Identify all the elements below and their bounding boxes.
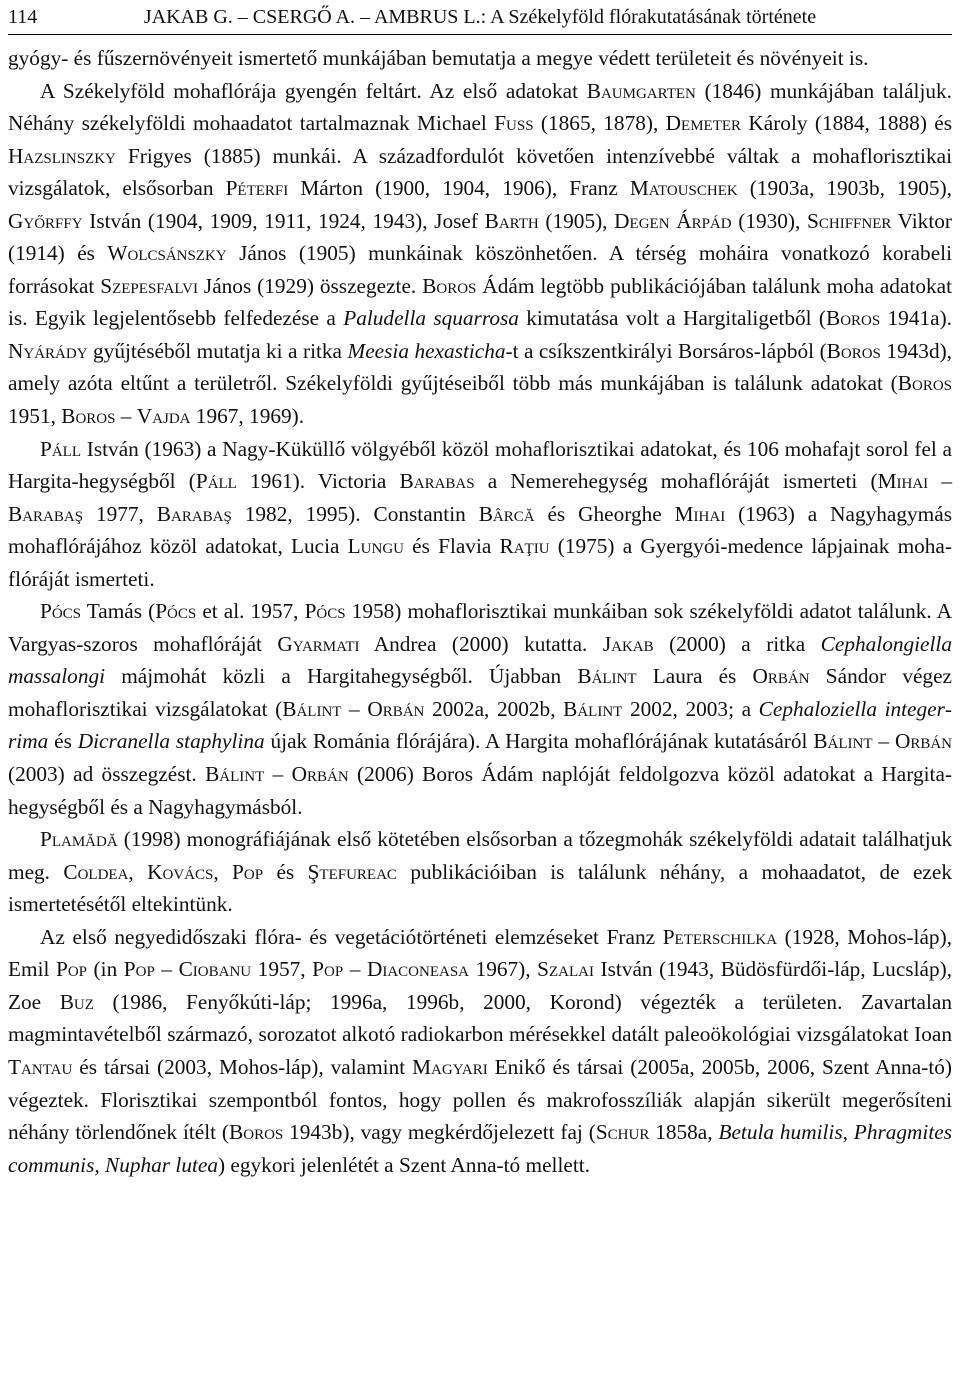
author-name: Hazslinszky <box>8 143 116 168</box>
text-run: István (1943, Büdösfürdői-láp, Lucsláp), Zoe <box>8 957 953 1014</box>
text-run: (1865, 1878), <box>533 111 666 136</box>
text-run: (1846) munkájában találjuk. Néhány székelyföldi mohaadatot tartalmaznak Michael <box>8 78 952 136</box>
text-run: , <box>128 859 148 884</box>
page-number: 114 <box>8 6 38 28</box>
text-run: , <box>213 859 233 884</box>
author-name: Schur <box>595 1120 650 1145</box>
text-run: gyógy- és fűszernövényeit ismertető munkájában bemutatja a megye védett területeit és növényeit is. <box>8 46 869 70</box>
author-name: Matouschek <box>629 176 738 201</box>
text-run: János (1929) összegezte. <box>197 273 423 298</box>
text-run: (1903a, 1903b, 1905), <box>737 176 953 201</box>
text-run: (1998) monográfiájának első kötetében elsősorban a tőzegmohák székelyföldi adatait találhatjuk meg. <box>8 827 952 884</box>
text-run: és <box>48 729 78 754</box>
author-name: Jakab <box>602 631 654 656</box>
paragraph <box>8 75 952 433</box>
text-run: (2006) Boros Ádám naplóját feldolgozva közöl adatokat a Hargita-hegységből és a Nagyhagymásból. <box>8 762 952 819</box>
taxon-name: Cephalongiella massalongi <box>8 631 952 689</box>
text-run: kimutatása volt a Hargitaligetből ( <box>518 306 826 331</box>
text-run: 1967, 1969). <box>190 404 305 429</box>
text-run: és társai (2003, Mohos-láp), valamint <box>72 1054 413 1079</box>
author-name: Barth <box>484 208 539 233</box>
author-name: Degen Árpád <box>614 208 732 233</box>
text-run: 1961). Victoria <box>236 469 400 494</box>
author-name: Ştefureac <box>307 859 397 884</box>
author-name: Boros <box>422 273 477 298</box>
taxon-name: Paludella squarrosa <box>343 306 519 331</box>
text-run: 1982, 1995). Constantin <box>231 501 479 526</box>
author-name: Pócs <box>40 599 82 624</box>
author-name: Barabaş <box>8 501 84 526</box>
author-name: Mihai <box>877 469 929 494</box>
author-name: Magyari <box>412 1054 488 1079</box>
paragraph <box>8 42 952 75</box>
text-run: Az első negyedidőszaki flóra- és vegetációtörténeti elemzéseket Franz <box>40 924 663 949</box>
text-run: Márton (1900, 1904, 1906), Franz <box>288 176 630 201</box>
text-run: A Székelyföld mohaflórája gyengén feltárt. Az első adatokat <box>40 78 587 103</box>
author-name: Szalai <box>537 957 594 982</box>
text-run: 1977, <box>83 501 157 526</box>
text-run: gyűjtéséből mutatja ki a ritka <box>87 338 348 363</box>
text-run: János (1905) munkáinak köszönhetően. A térség moháira vonatkozó korabeli forrásokat <box>8 241 952 298</box>
text-run: májmohát közli a Hargitahegységből. Újabban <box>105 664 578 689</box>
author-name: Orbán <box>367 696 425 721</box>
author-name: Coldea <box>63 859 129 884</box>
text-run: – <box>872 729 895 754</box>
author-name: Barabas <box>399 469 475 494</box>
text-run: (2003) ad összegzést. <box>8 762 206 787</box>
author-name: Barabaş <box>156 501 232 526</box>
text-run: Andrea (2000) kutatta. <box>359 631 603 656</box>
author-name: Orbán <box>752 664 810 689</box>
author-name: Boros <box>826 306 881 331</box>
text-run: a Nemerehegység mohaflóráját ismerteti ( <box>474 469 878 494</box>
author-name: Diaconeasa <box>366 957 470 982</box>
author-name: Demeter <box>665 111 742 136</box>
author-name: Pop <box>123 957 155 982</box>
author-name: Boros <box>897 371 952 396</box>
author-name: Bârcă <box>478 501 535 526</box>
text-run: újak Románia flórájára). A Hargita mohaflórájának kutatásáról <box>264 729 814 754</box>
text-run: – <box>264 762 292 787</box>
author-name: Pop <box>55 957 87 982</box>
text-run: 1958) mohaflorisztikai munkáiban sok székelyföldi adatot találunk. A Vargyas-szoros mohaflóráját <box>8 599 952 656</box>
author-name: Bálint <box>563 696 623 721</box>
author-name: Boros <box>229 1120 284 1145</box>
author-name: Szepesfalvi <box>100 273 198 298</box>
taxon-name: Dicranella staphylina <box>77 729 265 754</box>
author-name: Baumgarten <box>586 78 696 103</box>
paragraph <box>8 595 952 823</box>
running-title: JAKAB G. – CSERGŐ A. – AMBRUS L.: A Székelyföld flórakutatásának története <box>143 6 817 28</box>
text-run: Sándor végez mohaflorisztikai vizsgálatokat ( <box>8 664 952 721</box>
paragraph <box>8 921 952 1181</box>
author-name: Bálint <box>282 696 342 721</box>
author-name: Peterschilka <box>662 924 778 949</box>
text-run: – <box>928 469 952 494</box>
author-name: Pop <box>312 957 344 982</box>
text-run: (2000) a ritka <box>653 631 821 656</box>
text-run: 1967), <box>469 957 538 982</box>
text-run: (1928, Mohos-láp), Emil <box>8 924 952 982</box>
text-run: és Gheorghe <box>534 501 675 526</box>
text-run: (1930), <box>731 208 808 233</box>
text-run: 2002a, 2002b, <box>424 696 564 721</box>
author-name: Boros <box>826 338 881 363</box>
text-run: 1943d), amely azóta eltűnt a területről. Székelyföldi gyűjtéseiből több más munkájában is találunk adatokat ( <box>8 338 953 396</box>
author-name: Wolcsánszky <box>107 241 227 266</box>
author-name: Pócs <box>155 599 197 624</box>
text-run: és Flavia <box>403 534 500 559</box>
text-run: Laura és <box>636 664 753 689</box>
running-header <box>8 0 952 35</box>
text-run: – <box>115 404 137 429</box>
text-run: (in <box>87 957 124 982</box>
author-name: Vajda <box>136 404 191 429</box>
author-name: Orbán <box>291 762 349 787</box>
text-run: Enikő és társai (2005a, 2005b, 2006, Szent Anna-tó) végeztek. Florisztikai szempontból fontos, hogy pollen és makrofosszíliák alapján sikerült megerősíteni néhány törlendőnek ítélt ( <box>8 1054 952 1145</box>
taxon-name: Cephaloziella integerrima <box>8 696 952 754</box>
author-name: Gyarmati <box>277 631 360 656</box>
text-run: Tamás ( <box>81 599 156 624</box>
text-run: 1951, <box>8 404 62 429</box>
text-run: Frigyes (1885) munkái. A századfordulót követően intenzívebbé váltak a mohaflorisztikai vizsgálatok, elsősorban <box>8 143 952 201</box>
author-name: Bálint <box>577 664 637 689</box>
author-name: Péterfi <box>225 176 289 201</box>
text-run: 2002, 2003; a <box>622 696 759 721</box>
author-name: Fuss <box>494 111 534 136</box>
author-name: Pop <box>232 859 264 884</box>
text-run: István (1963) a Nagy-Küküllő völgyéből közöl mohaflorisztikai adatokat, és 106 mohafajt sorol fel a Hargita-hegységből ( <box>8 436 952 494</box>
text-run: -t a csíkszentkirályi Borsáros-lápból ( <box>505 338 827 363</box>
author-name: Boros <box>61 404 116 429</box>
paragraph <box>8 433 952 596</box>
author-name: Pócs <box>304 599 346 624</box>
author-name: Buz <box>59 989 94 1014</box>
text-run: (1905), <box>538 208 615 233</box>
author-name: Schiffner <box>807 208 892 233</box>
text-run: 1943b), vagy megkérdőjelezett faj ( <box>283 1120 596 1145</box>
text-run: Ádám legtöbb publikációjában találunk moha adatokat is. Egyik legjelentősebb felfedezése a <box>8 273 952 331</box>
text-run: (1986, Fenyőkúti-láp; 1996a, 1996b, 2000, Korond) végezték a területen. Zavartalan magmintavételből származó, sorozatot alkotó radiokarbon mérésekkel datált paleoökológiai vizsgálatokat Ioan <box>8 989 953 1047</box>
text-run: et al. 1957, <box>196 599 305 624</box>
text-run: 1858a, <box>649 1120 719 1145</box>
text-run: Viktor (1914) és <box>8 208 952 266</box>
text-run: – <box>341 696 368 721</box>
author-name: Bálint <box>813 729 873 754</box>
taxon-name: Betula humilis, Phragmites communis, Nuphar lutea <box>8 1120 953 1177</box>
paragraph <box>8 823 952 921</box>
text-run: (1963) a Nagyhagymás mohaflórájához közöl adatokat, Lucia <box>8 501 952 559</box>
author-name: Plamădă <box>40 827 118 852</box>
text-run: 1941a). <box>880 306 952 331</box>
author-name: Páll <box>195 469 237 494</box>
text-run: (1975) a Gyergyói-medence lápjainak mohaflóráját ismerteti. <box>8 534 952 591</box>
text-run: – <box>343 957 367 982</box>
body-text <box>8 42 952 1181</box>
author-name: Páll <box>40 436 82 461</box>
author-name: Raţiu <box>499 534 550 559</box>
author-name: Mihai <box>674 501 726 526</box>
text-run: István (1904, 1909, 1911, 1924, 1943), Josef <box>82 208 485 233</box>
text-run: – <box>154 957 179 982</box>
author-name: Nyárády <box>8 338 88 363</box>
author-name: Tantau <box>8 1054 73 1079</box>
author-name: Győrffy <box>8 208 83 233</box>
taxon-name: Meesia hexasticha <box>347 338 506 363</box>
text-run: és <box>263 859 308 884</box>
text-run: ) egykori jelenlétét a Szent Anna-tó mellett. <box>218 1152 590 1177</box>
text-run: Károly (1884, 1888) és <box>741 111 953 136</box>
author-name: Ciobanu <box>178 957 252 982</box>
author-name: Kovács <box>147 859 214 884</box>
text-run: 1957, <box>251 957 313 982</box>
author-name: Lungu <box>347 534 404 559</box>
text-run: publikációiban is találunk néhány, a mohaadatot, de ezek ismertetésétől eltekintünk. <box>8 859 952 917</box>
author-name: Orbán <box>894 729 953 754</box>
author-name: Bálint <box>205 762 265 787</box>
